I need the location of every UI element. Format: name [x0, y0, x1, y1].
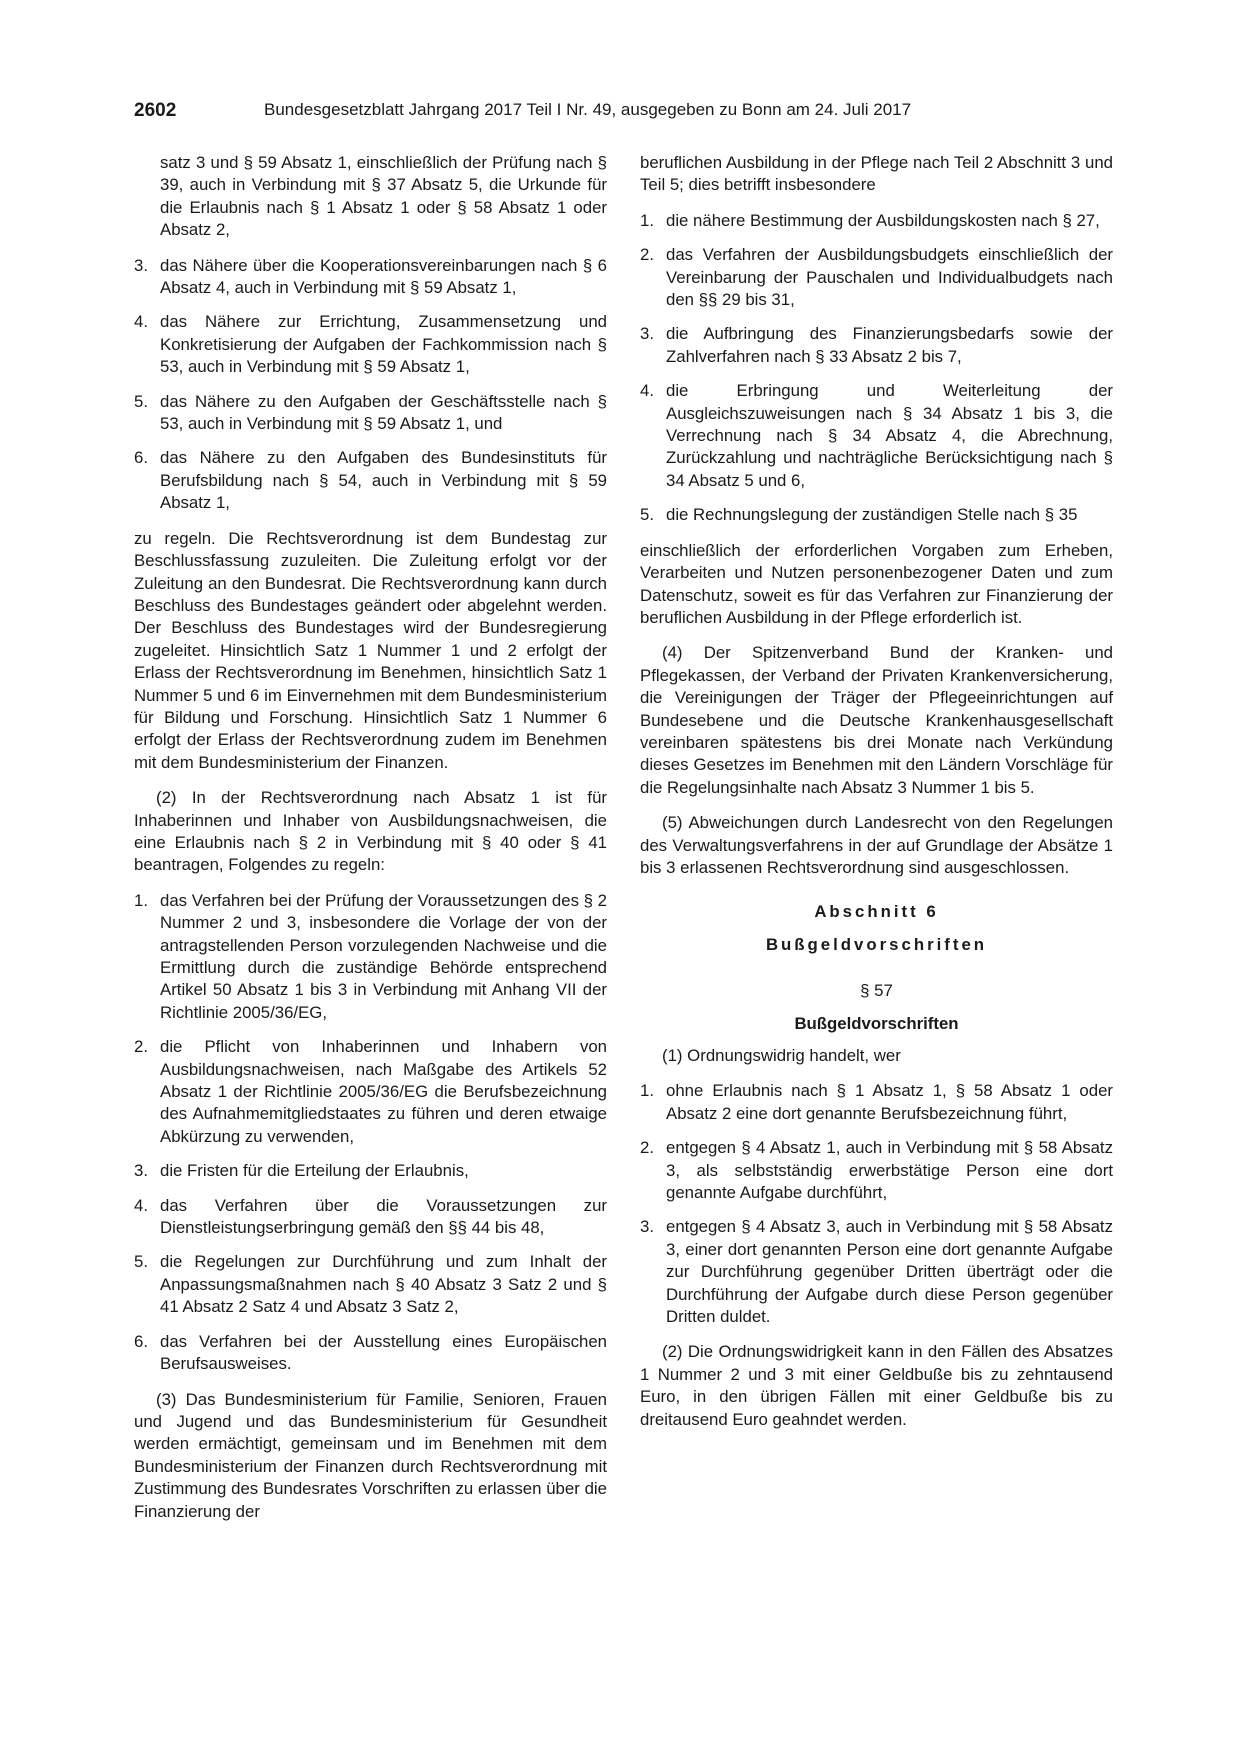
list-item-text: das Verfahren bei der Prüfung der Voraussetzungen des § 2 Nummer 2 und 3, insbesondere die Vorlage der von der antragstellenden Person vorzulegenden Nachweise und die Ermittlung durch die zuständige Behörde entsprechend Artikel 50 Absatz 1 bis 3 in Verbindung mit Anhang VII der Richtlinie 2005/36/EG, [160, 890, 607, 1022]
list-item [134, 447, 607, 514]
list-item [640, 1216, 1113, 1328]
list-item-number: 5. [134, 391, 148, 411]
list-item-text: entgegen § 4 Absatz 3, auch in Verbindung mit § 58 Absatz 3, einer dort genannten Person eine dort genannte Aufgabe zur Durchführung gegenüber Dritten überträgt oder die Durchführung der Aufgabe durch diese Person gegenüber Dritten duldet. [666, 1217, 1113, 1327]
list-rechtsverordnung-items [134, 255, 607, 515]
list-item-number: 1. [640, 210, 654, 230]
list-item [134, 311, 607, 378]
page-number: 2602 [134, 100, 177, 121]
list-item-number: 2. [640, 245, 654, 265]
list-item-text: das Nähere über die Kooperationsvereinbarungen nach § 6 Absatz 4, auch in Verbindung mit § 59 Absatz 1, [160, 255, 607, 298]
page-header [134, 100, 1109, 126]
paragraph-absatz-5: (5) Abweichungen durch Landesrecht von den Regelungen des Verwaltungsverfahrens in der auf Grundlage der Absätze 1 bis 3 erlassenen Rechtsverordnung sind ausgeschlossen. [640, 813, 1113, 877]
list-item-text: die Regelungen zur Durchführung und zum Inhalt der Anpassungsmaßnahmen nach § 40 Absatz 3 Satz 2 und § 41 Absatz 2 Satz 4 und Absatz 3 Satz 2, [160, 1252, 607, 1317]
list-item-text: entgegen § 4 Absatz 1, auch in Verbindung mit § 58 Absatz 3, als selbstständig erwerbstätige Person eine dort genannte Aufgabe durchführt, [666, 1138, 1113, 1203]
journal-title: Bundesgesetzblatt Jahrgang 2017 Teil I Nr. 49, ausgegeben zu Bonn am 24. Juli 2017 [264, 100, 912, 119]
left-column [134, 152, 607, 1536]
list-item-number: 6. [134, 448, 148, 468]
continued-text: satz 3 und § 59 Absatz 1, einschließlich der Prüfung nach § 39, auch in Verbindung mit § 37 Absatz 5, die Urkunde für die Erlaubnis nach § 1 Absatz 1 oder § 58 Absatz 1 oder Absatz 2, [160, 153, 607, 240]
list-item-number: 1. [134, 890, 148, 910]
right-column [640, 152, 1113, 1444]
list-item-text: das Verfahren über die Voraussetzungen zur Dienstleistungserbringung gemäß den §§ 44 bis 48, [160, 1195, 607, 1238]
list-item-number: 3. [640, 324, 654, 344]
paragraph-einschliesslich: einschließlich der erforderlichen Vorgaben zum Erheben, Verarbeiten und Nutzen personenbezogener Daten und zum Datenschutz, soweit es für das Verfahren zur Finanzierung der beruflichen Ausbildung in der Pflege erforderlich ist. [640, 540, 1113, 627]
continued-text: beruflichen Ausbildung in der Pflege nach Teil 2 Abschnitt 3 und Teil 5; dies betrifft insbesondere [640, 153, 1113, 195]
paragraph-absatz-3: (3) Das Bundesministerium für Familie, Senioren, Frauen und Jugend und das Bundesministerium für Gesundheit werden ermächtigt, gemeinsam und im Benehmen mit dem Bundesministerium der Finanzen durch Rechtsverordnung mit Zustimmung des Bundesrates Vorschriften zu erlassen über die Finanzierung der [134, 1389, 607, 1521]
list-item-number: 4. [134, 1195, 148, 1215]
list-item-text: das Nähere zu den Aufgaben der Geschäftsstelle nach § 53, auch in Verbindung mit § 59 Absatz 1, und [160, 391, 607, 434]
list-absatz-2-items [134, 890, 607, 1376]
list-item-text: die Pflicht von Inhaberinnen und Inhabern von Ausbildungsnachweisen, nach Maßgabe des Artikels 52 Absatz 1 der Richtlinie 2005/36/EG die Berufsbezeichnung des Aufnahmemitgliedstaates zu führen und deren etwaige Abkürzung zu verwenden, [160, 1037, 607, 1146]
list-item-number: 5. [640, 505, 654, 525]
list-item-number: 5. [134, 1252, 148, 1272]
list-finanzierung-items [640, 210, 1113, 527]
list-item [134, 391, 607, 436]
list-item-number: 2. [640, 1138, 654, 1158]
list-item [134, 890, 607, 1024]
list-item-number: 6. [134, 1331, 148, 1351]
list-item [640, 380, 1113, 492]
list-item-number: 2. [134, 1037, 148, 1057]
list-item-number: 3. [134, 1161, 148, 1181]
list-item [640, 1137, 1113, 1204]
list-item [640, 210, 1113, 232]
list-item [640, 1080, 1113, 1125]
paragraph-title: Bußgeldvorschriften [794, 1013, 959, 1033]
list-item-number: 4. [640, 381, 654, 401]
list-item-number: 3. [134, 255, 148, 275]
list-item [134, 1036, 607, 1148]
paragraph-number: § 57 [860, 981, 893, 1001]
section-label: Abschnitt 6 [814, 902, 939, 922]
paragraph-57-absatz-2: (2) Die Ordnungswidrigkeit kann in den Fällen des Absatzes 1 Nummer 2 und 3 mit einer Geldbuße bis zu zehntausend Euro, in den übrigen Fällen mit einer Geldbuße bis zu dreitausend Euro geahndet werden. [640, 1342, 1113, 1429]
list-ordnungswidrig-items [640, 1080, 1113, 1328]
list-item-text: das Verfahren bei der Ausstellung eines Europäischen Berufsausweises. [160, 1331, 607, 1374]
list-item-text: die Erbringung und Weiterleitung der Ausgleichszuweisungen nach § 34 Absatz 1 bis 3, die Verrechnung nach § 34 Absatz 4, die Abrechnung, Zurückzahlung und nachträgliche Berücksichtigung nach § 34 Absatz 5 und 6, [666, 381, 1113, 490]
section-title: Bußgeldvorschriften [765, 934, 988, 954]
list-item-text: die Fristen für die Erteilung der Erlaubnis, [160, 1161, 469, 1181]
list-item [640, 323, 1113, 368]
list-item-text: das Nähere zu den Aufgaben des Bundesinstituts für Berufsbildung nach § 54, auch in Verbindung mit § 59 Absatz 1, [160, 448, 607, 513]
list-item [640, 504, 1113, 526]
list-item-text: die Aufbringung des Finanzierungsbedarfs sowie der Zahlverfahren nach § 33 Absatz 2 bis 7, [666, 324, 1113, 366]
list-item-number: 3. [640, 1217, 654, 1237]
list-item [134, 1160, 607, 1182]
paragraph-absatz-2: (2) In der Rechtsverordnung nach Absatz 1 ist für Inhaberinnen und Inhaber von Ausbildungsnachweisen, die eine Erlaubnis nach § 2 in Verbindung mit § 40 oder § 41 beantragen, Folgendes zu regeln: [134, 788, 607, 875]
list-item [134, 1331, 607, 1376]
list-item-text: das Nähere zur Errichtung, Zusammensetzung und Konkretisierung der Aufgaben der Fachkommission nach § 53, auch in Verbindung mit § 59 Absatz 1, [160, 312, 607, 377]
paragraph-regeln: zu regeln. Die Rechtsverordnung ist dem Bundestag zur Beschlussfassung zuzuleiten. Die Zuleitung erfolgt vor der Zuleitung an den Bundesrat. Die Rechtsverordnung kann durch Beschluss des Bundestages geändert oder abgelehnt werden. Der Beschluss des Bundestages wird der Bundesregierung zugeleitet. Hinsichtlich Satz 1 Nummer 1 und 2 erfolgt der Erlass der Rechtsverordnung im Benehmen, hinsichtlich Satz 1 Nummer 5 und 6 im Einvernehmen mit dem Bundesministerium für Bildung und Forschung. Hinsichtlich Satz 1 Nummer 6 erfolgt der Erlass der Rechtsverordnung zudem im Benehmen mit dem Bundesministerium der Finanzen. [134, 528, 607, 772]
list-item [640, 244, 1113, 311]
list-item-number: 4. [134, 312, 148, 332]
list-item-text: ohne Erlaubnis nach § 1 Absatz 1, § 58 Absatz 1 oder Absatz 2 eine dort genannte Berufsbezeichnung führt, [666, 1081, 1113, 1123]
list-item [134, 255, 607, 300]
paragraph-absatz-4: (4) Der Spitzenverband Bund der Kranken- und Pflegekassen, der Verband der Privaten Krankenversicherung, die Vereinigungen der Träger der Pflegeeinrichtungen auf Bundesebene und die Deutsche Krankenhausgesellschaft vereinbaren spätestens bis drei Monate nach Verkündung dieses Gesetzes im Benehmen mit den Ländern Vorschläge für die Regelungsinhalte nach Absatz 3 Nummer 1 bis 5. [640, 643, 1113, 797]
list-item [134, 1251, 607, 1318]
list-item [134, 1195, 607, 1240]
list-item-text: das Verfahren der Ausbildungsbudgets einschließlich der Vereinbarung der Pauschalen und Individualbudgets nach den §§ 29 bis 31, [666, 245, 1113, 310]
list-item-text: die nähere Bestimmung der Ausbildungskosten nach § 27, [666, 210, 1100, 230]
paragraph-57-absatz-1: (1) Ordnungswidrig handelt, wer [662, 1046, 901, 1065]
list-item-text: die Rechnungslegung der zuständigen Stelle nach § 35 [666, 505, 1078, 525]
list-item-number: 1. [640, 1081, 654, 1101]
